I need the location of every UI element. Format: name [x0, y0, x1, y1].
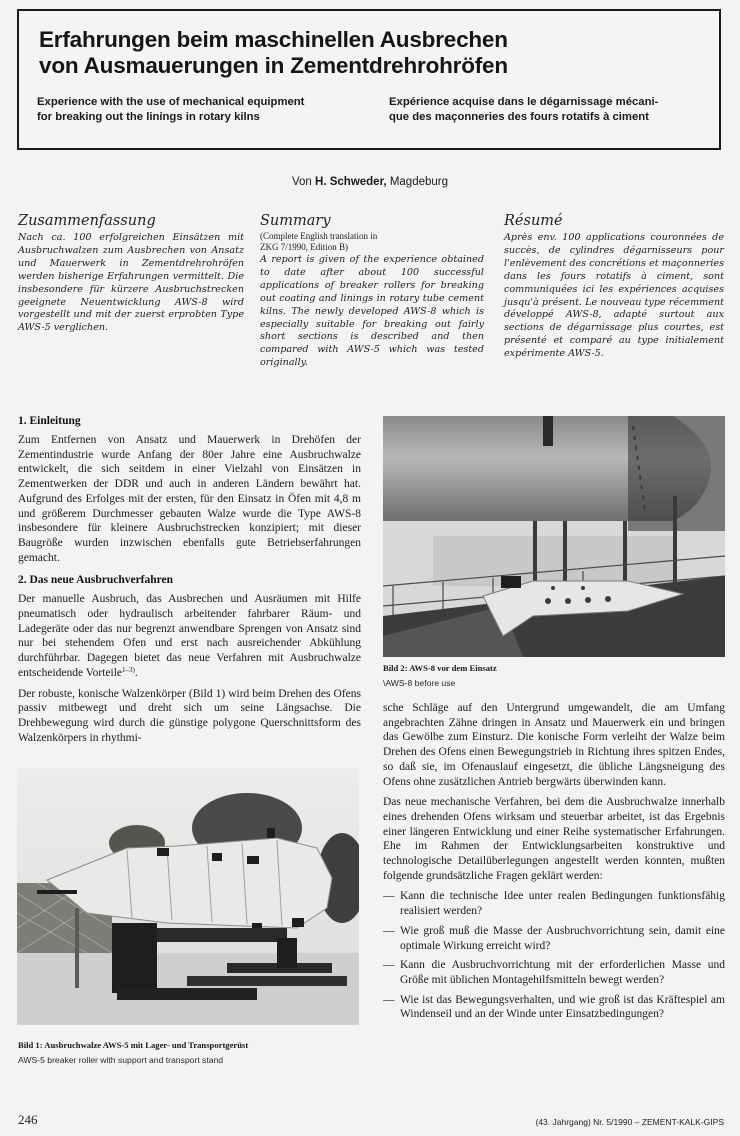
abstract-de-text: Nach ca. 100 erfolgreichen Einsätzen mit Ausbruchwalzen zum Ausbrechen von Ansatz und Mauerwerk in Zementdrehrohröfen werden bisherige Erfahrungen vermittelt. Die insbesondere für kürzere Ausbruchstrecken geeignete Neuentwicklung AWS-8 wird vorgestellt und mit der zuerst erprobten Type AWS-5 verglichen.	[18, 232, 244, 334]
subtitle-en-line-1: Experience with the use of mechanical equipment	[37, 96, 305, 108]
questions-list	[383, 889, 725, 1022]
title-box	[17, 9, 721, 150]
list-item: — Kann die Ausbruchvorrichtung mit der erforderlichen Masse und Größe mit üblichen Montagehilfsmitteln bewegt werden?	[383, 958, 725, 987]
figure-2-caption-english: \AWS-8 before use	[383, 678, 456, 688]
section-2-paragraph-2: Der robuste, konische Walzenkörper (Bild 1) wird beim Drehen des Ofens passiv mitbewegt und dreht sich um seine Längsachse. Die Drehbewegung wird durch die günstige polygone Querschnittsform des Walzenkörpers in rhythmi-	[18, 687, 361, 744]
reference-superscript: 1–3)	[122, 665, 135, 674]
section-1-paragraph: Zum Entfernen von Ansatz und Mauerwerk in Drehöfen der Zementindustrie wurde Anfang der 80er Jahre eine Ausbruchwalze entwickelt, die sich seitdem in einer Vielzahl von Einsätzen in Zementwerken der DDR und auch in anderen Ländern bewährt hat. Aufgrund des Erfolges mit der ersten, für den Einsatz in Öfen mit 4,8 m und größerem Durchmesser gebauten Walze wurde die Type AWS-8 insbesondere für kleinere Ausbruchstrecken konzipiert; mit dieser Baugröße wurden inzwischen ebenfalls gute Betriebserfahrungen gemacht.	[18, 434, 361, 564]
abstract-en-note-line-2: ZKG 7/1990, Edition B)	[260, 242, 348, 252]
breaker-roller-aws5-image	[17, 768, 359, 1025]
title-line-1: Erfahrungen beim maschinellen Ausbrechen	[39, 27, 508, 52]
figure-1-caption	[18, 1040, 361, 1066]
author-name: H. Schweder,	[315, 176, 387, 188]
page-number: 246	[18, 1112, 38, 1127]
journal-footer: (43. Jahrgang) Nr. 5/1990 – ZEMENT-KALK-GIPS	[535, 1117, 724, 1127]
section-2-paragraph-1-text: Der manuelle Ausbruch, das Ausbrechen und Ausräumen mit Hilfe pneumatisch oder hydraulisch arbeitender fahrbarer Räum- und Ladegeräte oder das nur begrenzt anwendbare Sprengen von Ansatz sind nur bei stehendem Ofen und erst nach ausreichender Abkühlung durchführbar. Dagegen bietet das neue Verfahren mit Ausbruchwalze entscheidende Vorteile	[18, 593, 361, 679]
abstract-fr-heading: Résumé	[504, 213, 563, 229]
author-location: Magdeburg	[386, 176, 448, 188]
title-line-2: von Ausmauerungen in Zementdrehrohröfen	[39, 53, 508, 78]
section-2-paragraph-1	[18, 592, 361, 680]
byline	[0, 176, 740, 188]
section-2-heading: 2. Das neue Ausbruchverfahren	[18, 574, 174, 587]
list-item: — Wie groß muß die Masse der Ausbruchvorrichtung sein, damit eine optimale Wirkung erreicht wird?	[383, 924, 725, 953]
section-2-paragraph-4: Das neue mechanische Verfahren, bei dem die Ausbruchwalze innerhalb eines drehenden Ofens wirksam und steuerbar arbeitet, ist das Ergebnis einer längeren Entwicklung und einer Reihe systematischer Erfahrungen. Ehe im Rahmen der Entwicklungsarbeiten konstruktive und technologische Detailüberlegungen angestellt werden konnten, mußten folgende grundsätzliche Fragen geklärt werden:	[383, 796, 725, 882]
figure-2-caption-german: Bild 2: AWS-8 vor dem Einsatz	[383, 663, 497, 673]
section-2-paragraph-3: sche Schläge auf den Untergrund umgewandelt, die am Umfang angebrachten Zähne dringen in Ansatz und Mauerwerk ein und bringen das Gewölbe zum Einsturz. Die konische Form verleiht der Walze beim Drehen des Ofens einen Bewegungstrieb in Richtung ihres spitzen Endes, so daß sie, im Ofenauslauf eingesetzt, die übliche Längsneigung des Ofens ohne zusätzlichen Antrieb bergwärts überwinden kann.	[383, 702, 725, 788]
abstract-de-heading: Zusammenfassung	[18, 213, 156, 229]
article-title	[39, 27, 508, 79]
subtitle-en-line-2: for breaking out the linings in rotary kilns	[37, 111, 260, 123]
figure-1-photo	[17, 768, 359, 1025]
byline-prefix: Von	[292, 176, 316, 188]
abstract-en-text: A report is given of the experience obtained to date after about 100 successful applications of breaker rollers for breaking out coating and linings in rotary tube cement kilns. The newly developed AWS-8 which is especially suitable for breaking out fairly short sections is described and then compared with AWS-5 which was tested originally.	[260, 254, 484, 369]
section-1-heading: 1. Einleitung	[18, 415, 81, 427]
abstract-en-note	[260, 231, 484, 253]
left-column-text	[18, 414, 361, 751]
abstract-en-heading: Summary	[260, 213, 331, 229]
right-column-text	[383, 701, 725, 1027]
subtitle-french	[389, 95, 719, 125]
subtitle-fr-line-1: Expérience acquise dans le dégarnissage mécani-	[389, 96, 659, 108]
subtitle-english	[37, 95, 367, 125]
subtitle-fr-line-2: que des maçonneries des fours rotatifs à ciment	[389, 111, 649, 123]
list-item: — Wie ist das Bewegungsverhalten, und wie groß ist das Kräftespiel am Windenseil und an der Winde unter Einsatzbedingungen?	[383, 993, 725, 1022]
paragraph-end: .	[134, 666, 138, 679]
figure-2-caption	[383, 663, 725, 689]
figure-2-photo	[383, 416, 725, 657]
abstract-english	[260, 212, 484, 370]
figure-1-caption-english: AWS-5 breaker roller with support and transport stand	[18, 1055, 224, 1065]
abstract-german	[18, 212, 244, 335]
list-item: — Kann die technische Idee unter realen Bedingungen funktionsfähig realisiert werden?	[383, 889, 725, 918]
abstract-fr-text: Après env. 100 applications couronnées de succès, de cylindres dégarnisseurs pour l'enlèvement des concrétions et maçonneries dans les fours rotatifs à ciment, sont communiquées ici les expériences acquises jusqu'à présent. Le nouveau type récemment développé AWS-8, adapté surtout aux sections de dégarnissage plus courtes, est présenté et comparé au type initialement expérimente AWS-5.	[504, 232, 724, 360]
aws8-kiln-image	[383, 416, 725, 657]
abstract-french	[504, 212, 724, 361]
abstract-en-note-line-1: (Complete English translation in	[260, 231, 378, 241]
figure-1-caption-german: Bild 1: Ausbruchwalze AWS-5 mit Lager- und Transportgerüst	[18, 1040, 249, 1050]
